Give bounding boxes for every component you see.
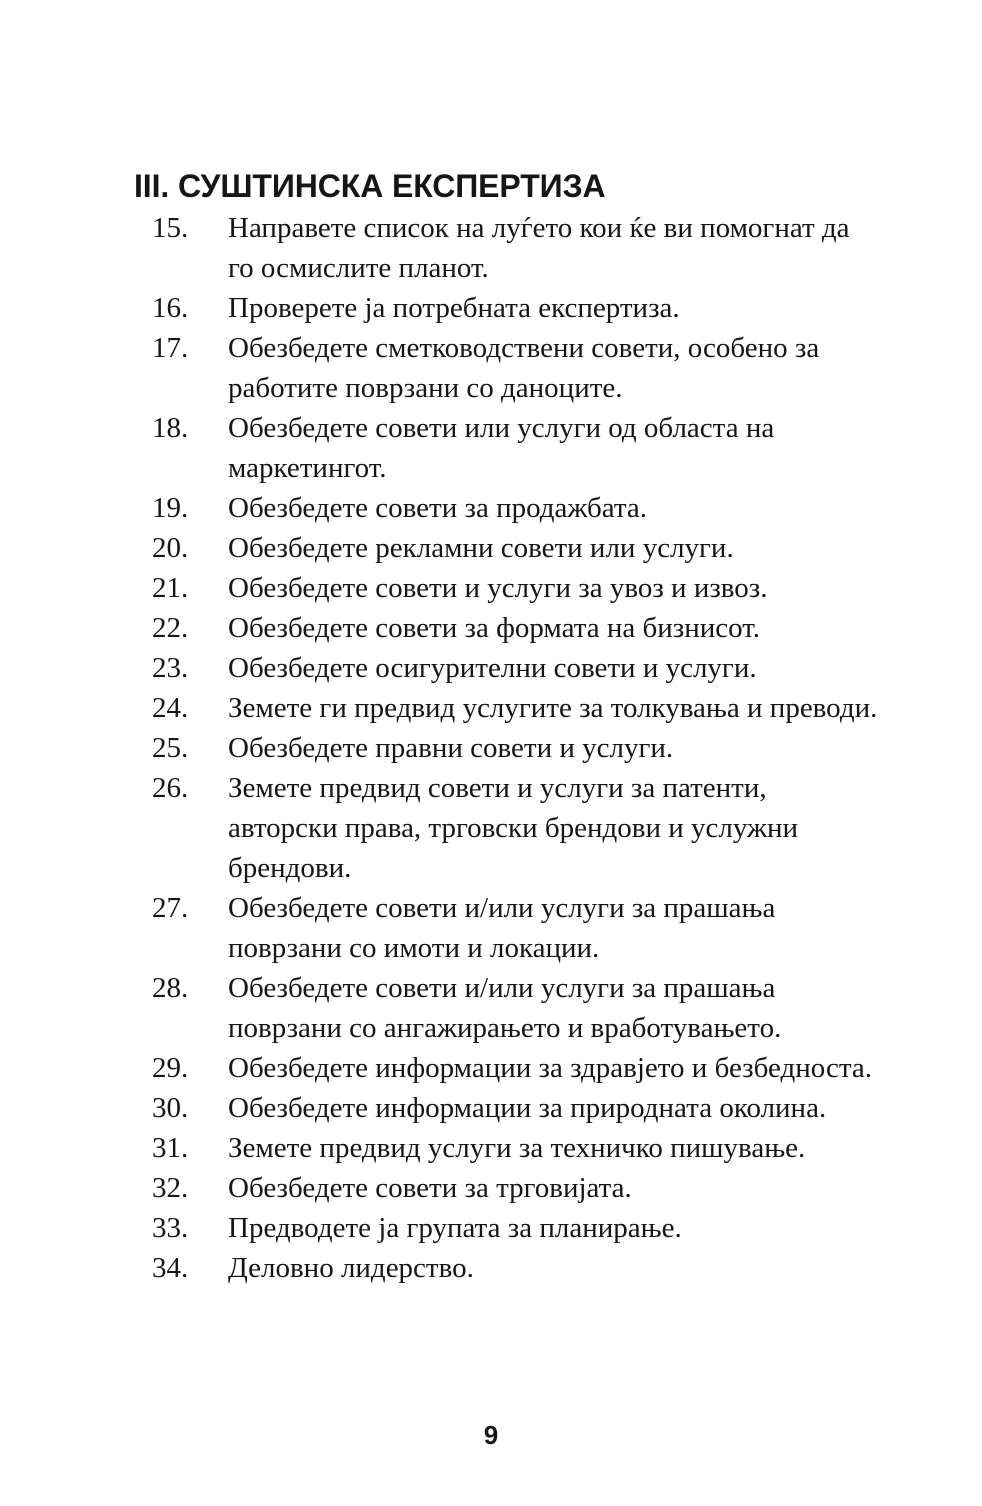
list-item — [152, 288, 882, 328]
list-item — [152, 568, 882, 608]
page-title: III. СУШТИНСКА ЕКСПЕРТИЗА — [134, 168, 606, 205]
list-item-text: Обезбедете осигурителни совети и услуги. — [228, 652, 757, 684]
list-item-number: 25. — [152, 732, 189, 764]
list-item-text: Обезбедете совети и услуги за увоз и извоз. — [228, 572, 768, 604]
list-item-text: Направете список на луѓето кои ќе ви помогнат да го осмислите планот. — [228, 212, 850, 284]
list-item — [152, 408, 882, 488]
list-item-text: Проверете ја потребната експертиза. — [228, 292, 680, 324]
list-item-number: 23. — [152, 652, 189, 684]
list-item-number: 30. — [152, 1092, 189, 1124]
list-item-number: 29. — [152, 1052, 189, 1084]
list-item-number: 26. — [152, 772, 189, 804]
list-item-number: 32. — [152, 1172, 189, 1204]
list-item-number: 34. — [152, 1252, 189, 1284]
list-item — [152, 608, 882, 648]
list-item-number: 24. — [152, 692, 189, 724]
list-item — [152, 528, 882, 568]
list-item — [152, 1208, 882, 1248]
list-item — [152, 1248, 882, 1288]
list-item-text: Деловно лидерство. — [228, 1252, 474, 1284]
list-item-text: Обезбедете информации за природната околина. — [228, 1092, 827, 1124]
list-item — [152, 1168, 882, 1208]
list-item — [152, 1048, 882, 1088]
list-item-text: Обезбедете совети за формата на бизнисот. — [228, 612, 760, 644]
list-item-text: Обезбедете информации за здравјето и безбедноста. — [228, 1052, 873, 1084]
list-item — [152, 1128, 882, 1168]
list-item-number: 21. — [152, 572, 189, 604]
list-item — [152, 688, 882, 728]
list-item-text: Предводете ја групата за планирање. — [228, 1212, 682, 1244]
list-item — [152, 728, 882, 768]
list-item-text: Земете ги предвид услугите за толкувања и преводи. — [228, 692, 878, 724]
list-item-number: 19. — [152, 492, 189, 524]
list-item — [152, 488, 882, 528]
list-item-text: Обезбедете рекламни совети или услуги. — [228, 532, 734, 564]
list-item — [152, 328, 882, 408]
list-item-number: 20. — [152, 532, 189, 564]
list-item-number: 27. — [152, 892, 189, 924]
list-item-text: Обезбедете совети за продажбата. — [228, 492, 648, 524]
page-number: 9 — [483, 1420, 499, 1450]
list-item — [152, 968, 882, 1048]
list-item-number: 31. — [152, 1132, 189, 1164]
list-item-text: Обезбедете совети или услуги од областа на маркетингот. — [228, 412, 775, 484]
numbered-list — [152, 208, 882, 1288]
list-item — [152, 888, 882, 968]
list-item-text: Обезбедете совети и/или услуги за прашања поврзани со имоти и локации. — [228, 892, 776, 964]
list-item-number: 18. — [152, 412, 189, 444]
list-item — [152, 648, 882, 688]
list-item-number: 16. — [152, 292, 189, 324]
list-item-text: Земете предвид совети и услуги за патенти, авторски права, трговски брендови и услужни брендови. — [228, 772, 799, 884]
list-item-text: Обезбедете совети за трговијата. — [228, 1172, 632, 1204]
list-item-number: 15. — [152, 212, 189, 244]
list-item — [152, 1088, 882, 1128]
list-item-number: 17. — [152, 332, 189, 364]
list-item — [152, 208, 882, 288]
list-item-text: Обезбедете сметководствени совети, особено за работите поврзани со даноците. — [228, 332, 820, 404]
list-item-text: Обезбедете правни совети и услуги. — [228, 732, 674, 764]
list-item-number: 28. — [152, 972, 189, 1004]
list-item-number: 33. — [152, 1212, 189, 1244]
list-item-number: 22. — [152, 612, 189, 644]
list-item — [152, 768, 882, 888]
list-item-text: Обезбедете совети и/или услуги за прашања поврзани со ангажирањето и вработувањето. — [228, 972, 782, 1044]
list-item-text: Земете предвид услуги за техничко пишување. — [228, 1132, 806, 1164]
